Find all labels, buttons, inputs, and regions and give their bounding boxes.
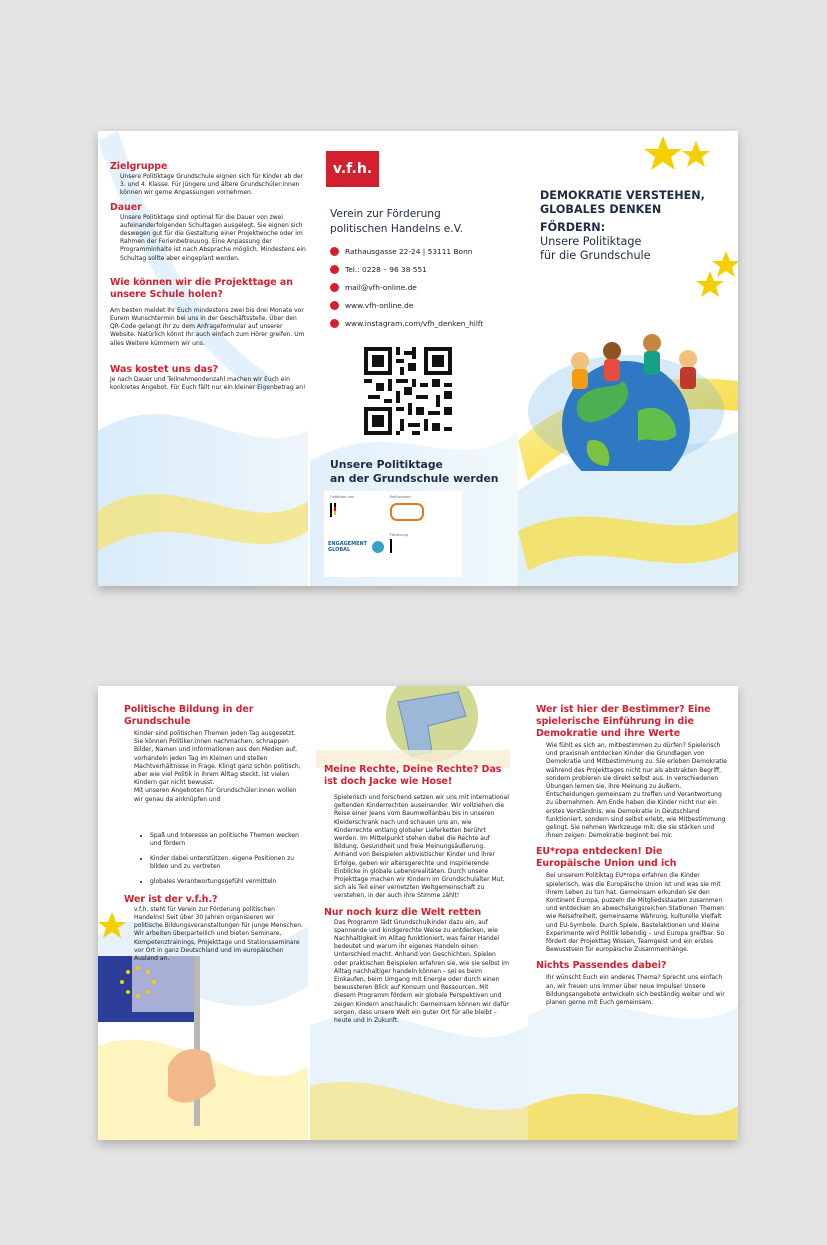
email-text: mail@vfh-online.de: [345, 283, 417, 292]
text-welt-retten: Das Programm lädt Grundschulkinder dazu ein, auf spannende und kindgerechte Weise zu entdecken, wie Nachhaltigkeit im Alltag funktioniert, was fairer Handel bedeutet und warum ihr eigenes Handeln einen Unterschied macht. Anhand von Geschichten, Spielen oder praktischen Beispielen erfahren sie, wie sie selbst im Alltag nachhaltiger handeln können – sei es beim Einkaufen, beim Umgang mit Energie oder durch einen bewussteren Blick auf Konsum und Ressourcen. Mit diesem Programm fördern wir globale Perspektiven und zeigen Kindern anschaulich: Gemeinsam können wir dafür sorgen, dass unsere Welt ein guter Ort für alle bleibt – heute und in Zukunft.: [334, 918, 509, 1025]
text-nichts-passendes: Ihr wünscht Euch ein anderes Thema? Sprecht uns einfach an, wir freuen uns immer über neue Impulse! Unsere Bildungsangebote entwickeln sich beständig weiter und wir planen gerne mit Euch gemeinsam.: [546, 974, 725, 1007]
heading-welt-retten: Nur noch kurz die Welt retten: [324, 906, 482, 918]
ministry-logo: [390, 539, 420, 553]
heading-zielgruppe: Zielgruppe: [110, 161, 168, 172]
anniversary-logo: [390, 503, 424, 521]
text-wer-ist-vfh: v.f.h. steht für Verein zur Förderung politischen Handelns! Seit über 30 Jahren organisieren wir politische Bildungsveranstaltungen für junge Menschen. Wir arbeiten überparteilich und bieten Seminare, Kompetenztrainings, Projekttage und Stationsseminare vor Ort in ganz Deutschland und im europäischen Ausland an.: [134, 905, 303, 963]
heading-wer-ist-vfh: Wer ist der v.f.h.?: [124, 893, 218, 905]
brochure-front-sheet: [98, 131, 738, 586]
cover-title-line1: DEMOKRATIE VERSTEHEN,: [540, 189, 705, 202]
sponsor-label-1: Gefördert von: [330, 495, 355, 499]
cover-title-line2: GLOBALES DENKEN: [540, 203, 662, 216]
vfh-logo: v.f.h.: [326, 151, 379, 187]
bullet-item: • globales Verantwortungsgefühl vermitteln: [150, 878, 304, 886]
org-name-line1: Verein zur Förderung: [330, 208, 441, 220]
contact-email[interactable]: [330, 283, 417, 292]
heading-rechte: Meine Rechte, Deine Rechte? Das ist doch Jacke wie Hose!: [324, 764, 502, 787]
heading-politische-bildung: Politische Bildung in der Grundschule: [124, 704, 254, 727]
text-dauer: Unsere Politiktage sind optimal für die Dauer von zwei aufeinanderfolgenden Schultagen ausgelegt. Sie eignen sich deswegen gut für die Gestaltung einer Projektwoche oder im Rahmen der Ferienbetreuung. Eine Anpassung der Programminhalte ist nach Absprache möglich. Mindestens ein Schultag sollte aber eingeplant werden.: [120, 213, 306, 262]
front-left-panel: [110, 161, 306, 586]
back-middle-panel: [324, 764, 510, 1140]
text-politische-bildung-1: Kinder sind politischen Themen jeden Tag ausgesetzt. Sie können Politiker:innen nachmachen, schnappen Bilder, Namen und Informationen aus den Medien auf, vorhandeln jeden Tag im Kleinen und stellen Machtverhältnisse in Frage. Klingt ganz schön politisch, aber wie viel Politik in ihrem Alltag steckt, ist vielen Kindern gar nicht bewusst.: [134, 730, 301, 787]
text-projekttage-holen: Am besten meldet Ihr Euch mindestens zwei bis drei Monate vor Eurem Wunschtermin bei uns in der Geschäftsstelle. Über den QR-Code gelangt Ihr zu dem Anfrageformular auf unserer Website. Natürlich könnt Ihr auch einfach zum Hörer greifen. Um alles Weitere kümmern wir uns.: [110, 306, 305, 347]
text-europa: Bei unserem Politiktag EU*ropa erfahren die Kinder spielerisch, was die Europäische Union ist und was sie mit ihrem Leben zu tun hat. Gemeinsam erkunden sie den Kontinent Europa, puzzeln die Mitgliedsstaaten zusammen und entdecken an abwechslungsreichen Stationen Themen wie Reisefreiheit, gemeinsame Währung, kulturelle Vielfalt und EU-Symbole. Durch Spiele, Bastelaktionen und kleine Experimente wird Politik lebendig – und Europa greifbar. So fördert der Projekttag Wissen, Teamgeist und ein erstes Bewusstsein für europäische Zusammenhänge.: [546, 872, 725, 954]
text-politische-bildung-2: Mit unseren Angeboten für Grundschüler:innen wollen wir genau da anknüpfen und: [134, 787, 297, 803]
instagram-text: www.instagram.com/vfh_denken_hilft: [345, 319, 484, 328]
cover-title-line3: FÖRDERN:: [540, 221, 606, 234]
heading-kosten: Was kostet uns das?: [110, 363, 219, 375]
phone-icon: [330, 265, 339, 274]
globe-icon: [330, 301, 339, 310]
sponsor-logo-box: [324, 491, 462, 577]
phone-text: Tel.: 0228 – 96 38 551: [345, 265, 427, 274]
heading-projekttage-holen: Wie können wir die Projekttage an unsere Schule holen?: [110, 276, 293, 300]
heading-bestimmer: Wer ist hier der Bestimmer? Eine spielerische Einführung in die Demokratie und ihre Werte: [536, 704, 711, 739]
mail-icon: [330, 283, 339, 292]
contact-web[interactable]: [330, 301, 413, 310]
qr-code[interactable]: [360, 343, 456, 439]
address-text: Rathausgasse 22-24 | 53111 Bonn: [345, 247, 473, 256]
tagline-line2: an der Grundschule werden: [330, 472, 499, 485]
engagement-people-icon: [372, 541, 384, 553]
contact-instagram[interactable]: [330, 319, 483, 328]
engagement-sub-text: GLOBAL: [328, 547, 351, 553]
back-left-panel: [124, 704, 304, 1140]
tagline-line1: Unsere Politiktage: [330, 458, 443, 471]
heading-dauer: Dauer: [110, 201, 142, 213]
text-bestimmer: Wie fühlt es sich an, mitbestimmen zu dürfen? Spielerisch und praxisnah entdecken Kinder die Grundlagen von Demokratie und Mitbestimmung zu. Sie erleben Demokratie während des Projekttages nicht nur als abstrakten Begriff, sondern probieren sie direkt selbst aus. In verschiedenen Übungen lernen sie, ihre Meinung zu äußern, Entscheidungen gemeinsam zu treffen und Verantwortung zu übernehmen. Am Ende haben die Kinder nicht nur ein erstes Verständnis, wie Demokratie in Deutschland funktioniert, sondern sind selbst erlebt, wie Mitbestimmung gelingt. Sie nehmen Werkzeuge mit, die sie stärken und ihnen zeigen: Demokratie beginnt bei mir.: [546, 742, 727, 840]
engagement-text: ENGAGEMENT: [328, 541, 368, 547]
text-kosten: Je nach Dauer und Teilnehmendenzahl machen wir Euch ein konkretes Angebot. Für Euch fällt nur ein kleiner Eigenbetrag an!: [110, 375, 306, 392]
location-pin-icon: [330, 247, 339, 256]
sponsor-label-2: Kofinanziert: [390, 495, 411, 499]
instagram-icon: [330, 319, 339, 328]
org-name-line2: politischen Handelns e.V.: [330, 223, 463, 235]
bmz-logo: [330, 503, 368, 517]
back-right-panel: [536, 704, 730, 1140]
heading-europa: EU*ropa entdecken! Die Europäische Union und ich: [536, 846, 677, 870]
engagement-global-logo: [328, 541, 367, 553]
brochure-back-sheet: [98, 686, 738, 1140]
bullet-item: • Kinder dabei unterstützen, eigene Positionen zu bilden und zu vertreten: [150, 855, 304, 871]
cover-subtitle-line1: Unsere Politiktage: [540, 235, 642, 248]
contact-address: [330, 247, 472, 256]
sponsor-label-3: Förderung: [390, 533, 408, 537]
bullet-item: • Spaß und Interesse an politische Themen wecken und fördern: [150, 832, 304, 848]
web-text: www.vfh-online.de: [345, 301, 414, 310]
text-zielgruppe: Unsere Politiktage Grundschule eignen sich für Kinder ab der 3. und 4. Klasse. Für jüngere und ältere Grundschüler:innen können wir gerne Anpassungen vornehmen.: [120, 173, 304, 197]
text-rechte: Spielerisch und forschend setzen wir uns mit international geltenden Kinderrechten auseinander. Wir vollziehen die Reise einer Jeans vom Baumwollanbau bis in unseren Kleiderschrank nach und schauen uns an, wie Kinderrechte entlang globaler Lieferketten berührt werden. Im Mittelpunkt stehen dabei die Rechte auf Bildung, Gesundheit und freie Meinungsäußerung. Anhand von Beispielen aktivistischer Kinder und ihrer Erfolge, geben wir altersgerechte und inspirierende Einblicke in globale Lebensrealitäten. Durch unsere Projekttage machen wir Kindern im Grundschulalter Mut, sich als Teil einer vernetzten Weltgemeinschaft zu verstehen, in der auch ihre Stimme zählt!: [334, 794, 509, 900]
cover-subtitle-line2: für die Grundschule: [540, 249, 651, 262]
contact-phone[interactable]: [330, 265, 427, 274]
bildung-bullet-list: [124, 832, 304, 886]
cover-title-block: [540, 189, 738, 263]
heading-nichts-passendes: Nichts Passendes dabei?: [536, 960, 667, 972]
children-on-globe-illustration: [528, 321, 724, 471]
